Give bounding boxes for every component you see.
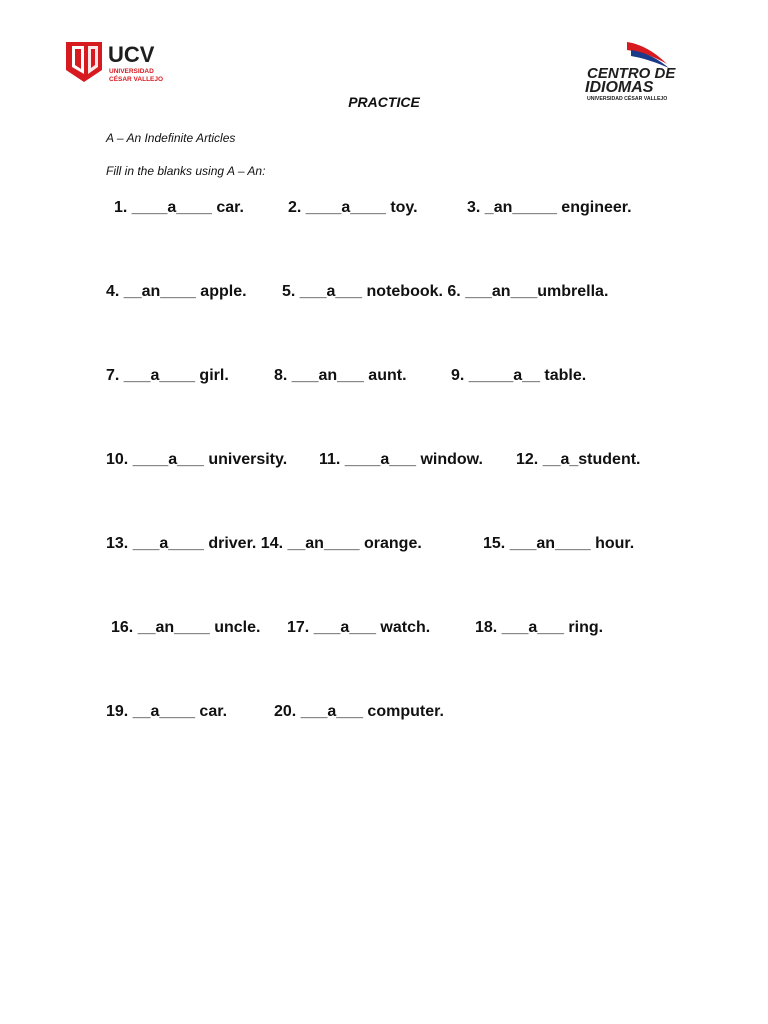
exercise-item: 4. __an____ apple.	[106, 283, 247, 300]
exercise-item: 7. ___a____ girl.	[106, 367, 229, 384]
exercise-item: 15. ___an____ hour.	[483, 535, 635, 552]
exercise-row	[0, 367, 768, 391]
exercise-item: 11. ____a___ window.	[319, 451, 483, 468]
ucv-logo-text: UCV	[108, 42, 155, 67]
logo-university: UNIVERSIDAD CÉSAR VALLEJO	[587, 96, 668, 102]
page-subtitle: A – An Indefinite Articles	[106, 131, 236, 145]
exercise-item: 12. __a_student.	[516, 451, 641, 468]
exercise-row	[0, 199, 768, 223]
exercise-row	[0, 535, 768, 559]
exercise-item: 8. ___an___ aunt.	[274, 367, 407, 384]
logo-centro-de: CENTRO DE	[587, 65, 676, 82]
exercise-item: 20. ___a___ computer.	[274, 703, 444, 720]
ucv-shield-icon	[66, 42, 102, 82]
instructions: Fill in the blanks using A – An:	[106, 164, 266, 178]
exercise-item: 16. __an____ uncle.	[111, 619, 261, 636]
exercise-item: 3. _an_____ engineer.	[467, 199, 632, 216]
exercise-item: 9. _____a__ table.	[451, 367, 587, 384]
exercise-item: 17. ___a___ watch.	[287, 619, 431, 636]
ucv-logo-line1: UNIVERSIDAD	[109, 68, 154, 75]
exercise-item: 10. ____a___ university.	[106, 451, 288, 468]
logo-idiomas: IDIOMAS	[585, 79, 654, 96]
centro-idiomas-logo	[583, 38, 707, 102]
ucv-logo-line2: CÉSAR VALLEJO	[109, 76, 164, 83]
page-title: PRACTICE	[348, 94, 420, 110]
exercise-item: 13. ___a____ driver. 14. __an____ orange.	[106, 535, 422, 552]
exercise-item: 18. ___a___ ring.	[475, 619, 604, 636]
exercise-row	[0, 703, 768, 727]
exercise-item: 1. ____a____ car.	[114, 199, 244, 216]
exercise-row	[0, 451, 768, 475]
exercise-row	[0, 619, 768, 643]
exercise-item: 19. __a____ car.	[106, 703, 228, 720]
exercise-item: 2. ____a____ toy.	[288, 199, 418, 216]
exercise-row	[0, 283, 768, 307]
exercise-item: 5. ___a___ notebook. 6. ___an___umbrella.	[282, 283, 609, 300]
ucv-logo	[64, 40, 184, 84]
